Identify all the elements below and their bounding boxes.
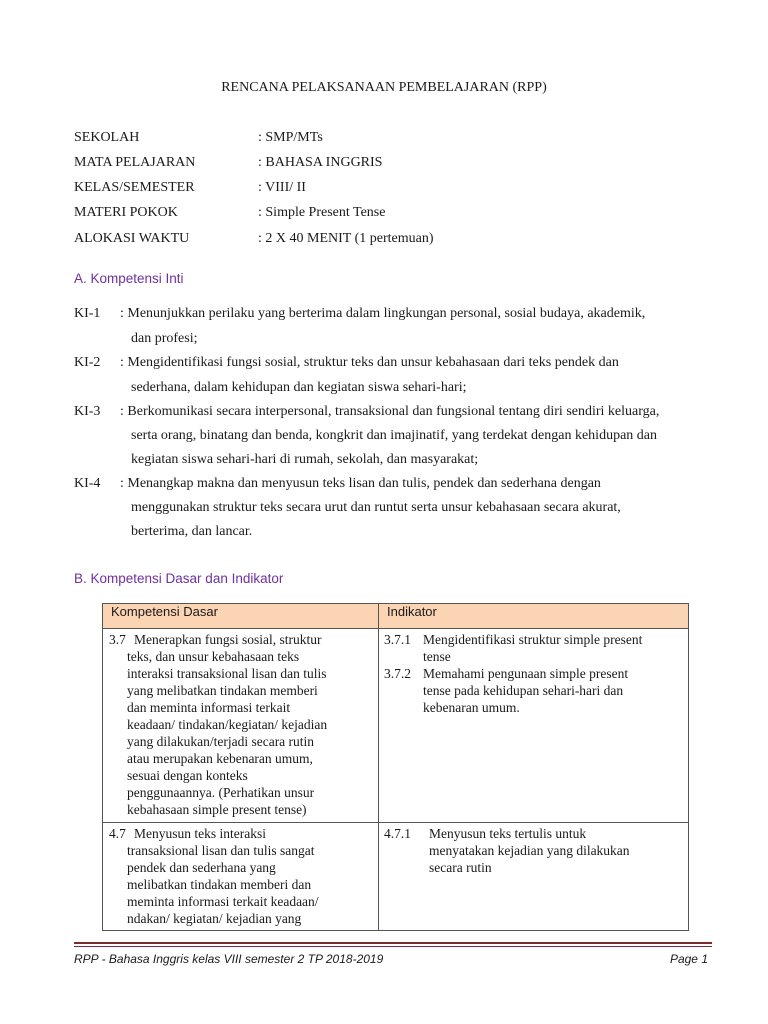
meta-label-mata-pelajaran: MATA PELAJARAN xyxy=(74,155,196,170)
kd-text-line: teks, dan unsur kebahasaan teks xyxy=(127,649,300,664)
kd-indikator-table xyxy=(102,603,689,931)
kd-text-line: penggunaannya. (Perhatikan unsur xyxy=(127,785,315,800)
ki-text-line: kegiatan siswa sehari-hari di rumah, sekolah, dan masyarakat; xyxy=(131,452,479,467)
indicator-text-line: menyatakan kejadian yang dilakukan xyxy=(429,843,630,858)
document-title: RENCANA PELAKSANAAN PEMBELAJARAN (RPP) xyxy=(221,80,547,95)
footer-document-info: RPP - Bahasa Inggris kelas VIII semester 2 TP 2018-2019 xyxy=(74,952,384,966)
section-heading-kompetensi-inti: A. Kompetensi Inti xyxy=(74,271,184,286)
meta-value-kelas-semester: : VIII/ II xyxy=(258,180,306,195)
kd-text-line: Menyusun teks interaksi xyxy=(134,826,266,841)
kd-text-line: meminta informasi terkait keadaan/ xyxy=(127,894,319,909)
kd-cell xyxy=(103,823,378,930)
indicator-text-line: Menyusun teks tertulis untuk xyxy=(429,826,587,841)
indicator-text-line: Memahami pengunaan simple present xyxy=(423,666,629,681)
meta-value-sekolah: : SMP/MTs xyxy=(258,130,323,145)
table-row xyxy=(103,823,689,931)
kd-text-line: pendek dan sederhana yang xyxy=(127,860,276,875)
table-header-indikator: Indikator xyxy=(379,604,689,629)
meta-value-materi-pokok: : Simple Present Tense xyxy=(258,205,386,220)
ki-text-line: : Berkomunikasi secara interpersonal, transaksional dan fungsional tentang diri sendiri keluarga, xyxy=(120,404,660,419)
meta-label-materi-pokok: MATERI POKOK xyxy=(74,205,178,220)
kd-text-line: transaksional lisan dan tulis sangat xyxy=(127,843,315,858)
table-row xyxy=(103,629,689,823)
kd-text-line: kebahasaan simple present tense) xyxy=(127,802,307,817)
ki-text-line: berterima, dan lancar. xyxy=(131,524,253,539)
ki-code: KI-1 xyxy=(74,306,101,321)
indicator-number: 4.7.1 xyxy=(384,826,411,841)
kd-text-line: keadaan/ tindakan/kegiatan/ kejadian xyxy=(127,717,328,732)
kd-text-line: Menerapkan fungsi sosial, struktur xyxy=(134,632,322,647)
meta-value-mata-pelajaran: : BAHASA INGGRIS xyxy=(258,155,383,170)
indicator-text-line: secara rutin xyxy=(429,860,492,875)
ki-code: KI-2 xyxy=(74,355,101,370)
kd-number: 3.7 xyxy=(109,632,126,647)
ki-text-line: menggunakan struktur teks secara urut dan runtut serta unsur kebahasaan secara akurat, xyxy=(131,500,621,515)
ki-text-line: : Menangkap makna dan menyusun teks lisan dan tulis, pendek dan sederhana dengan xyxy=(120,476,601,491)
indicator-text-line: Mengidentifikasi struktur simple present xyxy=(423,632,643,647)
kd-text-line: yang dilakukan/terjadi secara rutin xyxy=(127,734,315,749)
meta-label-alokasi-waktu: ALOKASI WAKTU xyxy=(74,231,190,246)
kd-text-line: dan meminta informasi terkait xyxy=(127,700,291,715)
kd-text-line: yang melibatkan tindakan memberi xyxy=(127,683,318,698)
ki-text-line: sederhana, dalam kehidupan dan kegiatan siswa sehari-hari; xyxy=(131,380,467,395)
kd-text-line: melibatkan tindakan memberi dan xyxy=(127,877,312,892)
indicator-text-line: kebenaran umum. xyxy=(423,700,520,715)
ki-text-line: dan profesi; xyxy=(131,331,198,346)
kd-text-line: atau merupakan kebenaran umum, xyxy=(127,751,313,766)
footer-page-number: Page 1 xyxy=(669,952,708,966)
kd-text-line: ndakan/ kegiatan/ kejadian yang xyxy=(127,911,302,926)
meta-value-alokasi-waktu: : 2 X 40 MENIT (1 pertemuan) xyxy=(258,231,434,246)
indikator-cell xyxy=(379,823,688,930)
ki-text-line: serta orang, binatang dan benda, kongkrit dan imajinatif, yang terdekat dengan kehidupan dan xyxy=(131,428,657,443)
ki-text-line: : Menunjukkan perilaku yang berterima dalam lingkungan personal, sosial budaya, akademik, xyxy=(120,306,646,321)
table-header-kompetensi-dasar: Kompetensi Dasar xyxy=(103,604,379,629)
kd-cell xyxy=(103,629,378,822)
kd-number: 4.7 xyxy=(109,826,126,841)
indicator-number: 3.7.1 xyxy=(384,632,411,647)
indicator-text-line: tense pada kehidupan sehari-hari dan xyxy=(423,683,624,698)
kd-text-line: interaksi transaksional lisan dan tulis xyxy=(127,666,327,681)
section-heading-kompetensi-dasar: B. Kompetensi Dasar dan Indikator xyxy=(74,571,284,586)
ki-code: KI-3 xyxy=(74,404,101,419)
meta-label-sekolah: SEKOLAH xyxy=(74,130,140,145)
indikator-cell xyxy=(379,629,688,822)
ki-code: KI-4 xyxy=(74,476,101,491)
ki-text-line: : Mengidentifikasi fungsi sosial, struktur teks dan unsur kebahasaan dari teks pendek dan xyxy=(120,355,619,370)
meta-label-kelas-semester: KELAS/SEMESTER xyxy=(74,180,195,195)
table-header-row xyxy=(103,604,689,629)
kd-text-line: sesuai dengan konteks xyxy=(127,768,248,783)
footer-divider-thin xyxy=(74,946,712,947)
footer-divider xyxy=(74,942,712,944)
indicator-text-line: tense xyxy=(423,649,451,664)
indicator-number: 3.7.2 xyxy=(384,666,411,681)
